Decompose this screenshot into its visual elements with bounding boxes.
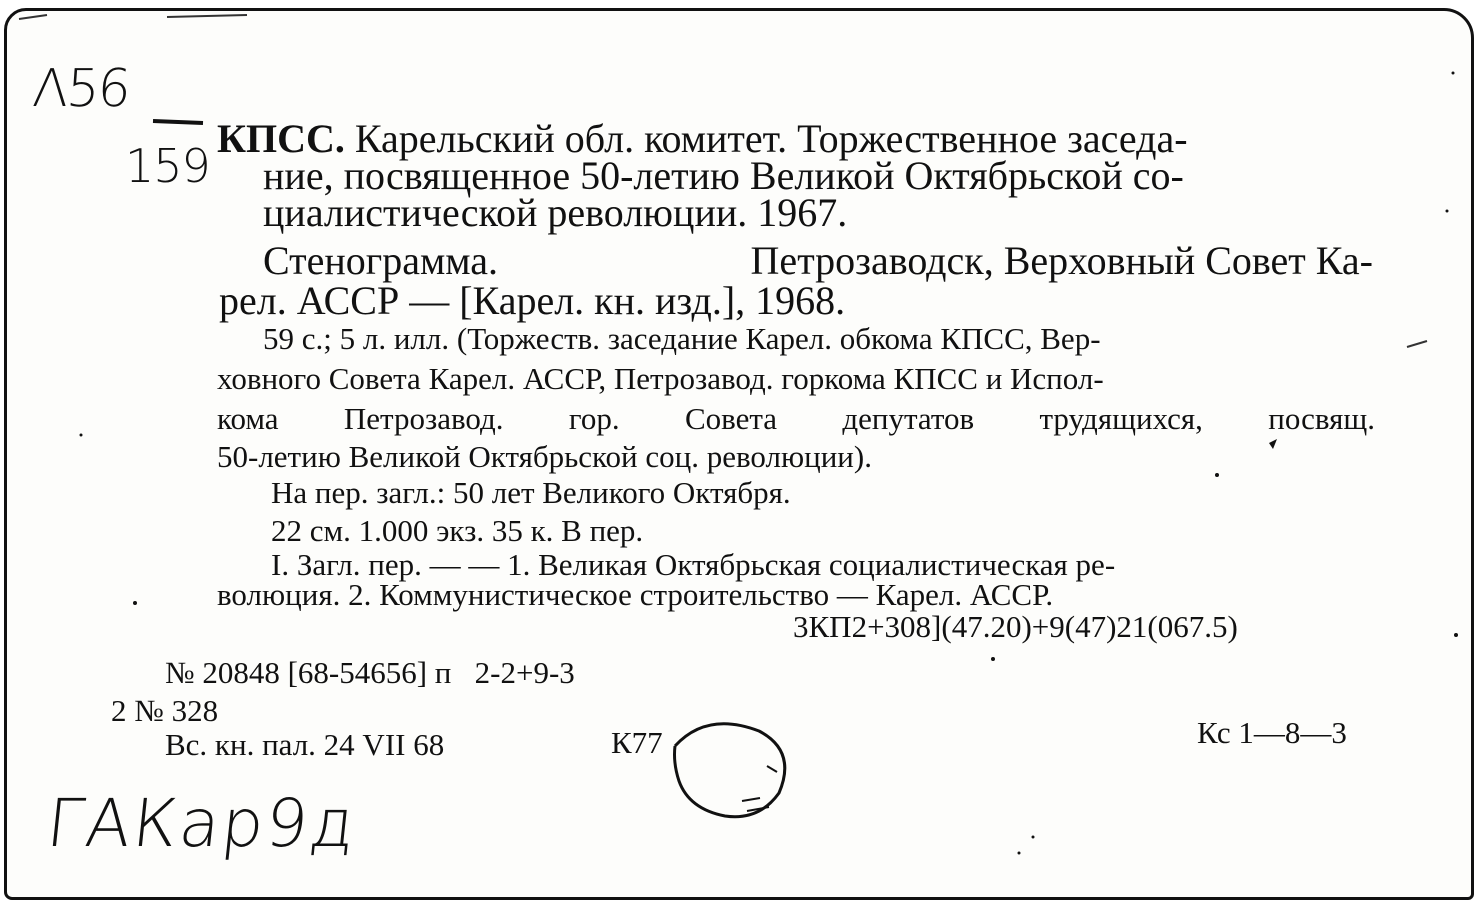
note-word: посвящ.: [1268, 401, 1375, 436]
note-word: Петрозавод.: [343, 401, 504, 436]
book-chamber-date: Вс. кн. пал. 24 VII 68: [165, 727, 445, 762]
cover-title-note: На пер. загл.: 50 лет Великого Октября.: [271, 475, 791, 510]
handwritten-call-number-bottom: 159: [125, 139, 210, 193]
card-marks: [7, 11, 1471, 897]
entry-heading-line-3: циалистической революции. 1967.: [263, 190, 848, 235]
imprint-place-publisher: Петрозаводск, Верховный Совет Ка-: [750, 238, 1373, 283]
handwritten-dash: [153, 121, 203, 123]
scan-scratches: [19, 15, 1427, 347]
entry-heading-bold: КПСС.: [217, 116, 345, 161]
note-word: депутатов: [842, 401, 975, 436]
note-word: кома: [217, 401, 279, 436]
note-line-2: ховного Совета Карел. АССР, Петрозавод. горкома КПСС и Испол-: [217, 361, 1104, 396]
round-stamp-mark: [675, 724, 785, 817]
note-word: трудящихся,: [1039, 401, 1203, 436]
note-line-4: 50-летию Великой Октябрьской соц. революции).: [217, 439, 872, 474]
record-number: № 20848 [68-54656] п 2-2+9-3: [165, 655, 575, 690]
handwritten-call-number-top: Λ56: [30, 59, 131, 119]
entry-heading-rest: Карельский обл. комитет. Торжественное заседа-: [354, 116, 1188, 161]
note-word: Совета: [684, 401, 778, 436]
imprint-line-2: рел. АССР — [Карел. кн. изд.], 1968.: [219, 278, 846, 323]
copy-number: 2 № 328: [111, 693, 219, 728]
note-line-1: 59 с.; 5 л. илл. (Торжеств. заседание Карел. обкома КПСС, Вер-: [263, 321, 1101, 356]
physical-description: 22 см. 1.000 экз. 35 к. В пер.: [271, 513, 644, 548]
tracings-line-1: I. Загл. пер. — — 1. Великая Октябрьская социалистическая ре-: [271, 547, 1116, 582]
classification-index: 3КП2+308](47.20)+9(47)21(067.5): [793, 609, 1238, 644]
imprint-genre: Стенограмма.: [263, 238, 499, 283]
tracings-line-2: волюция. 2. Коммунистическое строительство — Карел. АССР.: [217, 577, 1054, 612]
card-code: Кс 1—8—3: [1197, 715, 1347, 750]
entry-heading-line-2: ние, посвященное 50-летию Великой Октябрьской со-: [263, 153, 1184, 198]
author-code: К77: [611, 725, 663, 760]
ink-mark: [1269, 439, 1277, 449]
handwritten-archive-mark: ГАКар9д: [43, 785, 361, 862]
catalog-card: [4, 8, 1474, 900]
note-word: гор.: [568, 401, 620, 436]
